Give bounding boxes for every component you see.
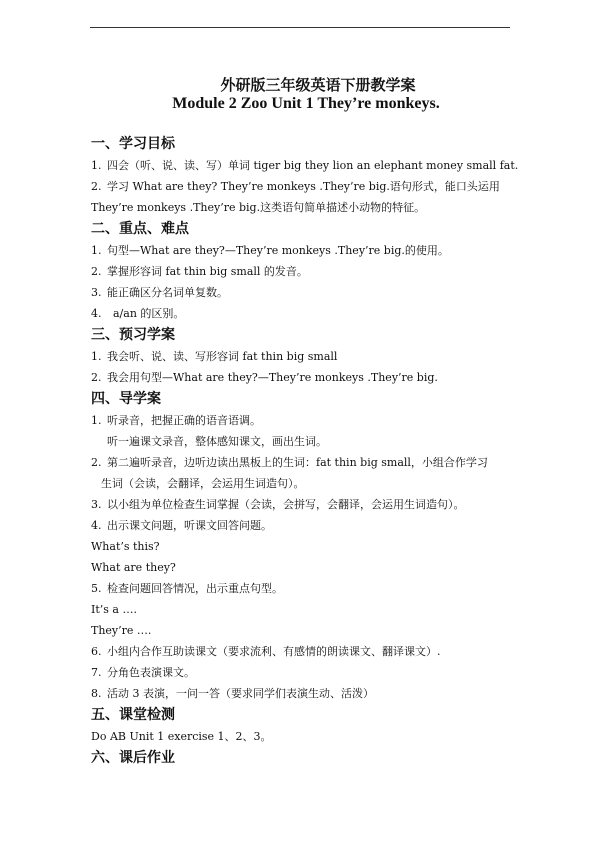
list-item: 3. 以小组为单位检查生词掌握（会读，会拼写，会翻译，会运用生词造句）。	[91, 498, 465, 511]
section-heading: 四、导学案	[91, 391, 161, 407]
list-item-continuation: 听一遍课文录音，整体感知课文，画出生词。	[107, 435, 327, 448]
list-item: 2. 第二遍听录音，边听边读出黑板上的生词：fat thin big small，小组合作学习	[91, 456, 488, 469]
list-item: 2. 学习 What are they? They’re monkeys .They’re big.语句形式，能口头运用	[91, 180, 500, 193]
list-item: 1. 四会（听、说、读、写）单词 tiger big they lion an elephant money small fat.	[91, 159, 519, 172]
header-rule	[90, 27, 510, 28]
list-item: 3. 能正确区分名词单复数。	[91, 286, 228, 299]
list-item-plain: They’re ….	[91, 624, 152, 637]
list-item-plain: What are they?	[91, 561, 176, 574]
document-body	[91, 135, 521, 771]
section-heading: 五、课堂检测	[91, 707, 175, 723]
list-item-continuation: 生词（会读，会翻译，会运用生词造句）。	[101, 477, 305, 490]
list-item: 4. 出示课文问题，听课文回答问题。	[91, 519, 272, 532]
list-item: 1. 我会听、说、读、写形容词 fat thin big small	[91, 350, 338, 363]
list-item: 5. 检查问题回答情况，出示重点句型。	[91, 582, 283, 595]
list-item: 1. 听录音，把握正确的语音语调。	[91, 414, 261, 427]
list-item: 4. a/an 的区别。	[91, 307, 185, 320]
list-item-continuation: They’re monkeys .They’re big.这类语句简单描述小动物的特征。	[91, 201, 426, 214]
list-item-plain: Do AB Unit 1 exercise 1、2、3。	[91, 730, 272, 743]
section-heading: 二、重点、难点	[91, 221, 189, 237]
list-item-plain: It’s a ….	[91, 603, 137, 616]
section-heading: 六、课后作业	[91, 750, 175, 766]
list-item: 6. 小组内合作互助读课文（要求流利、有感情的朗读课文、翻译课文）.	[91, 645, 441, 658]
list-item: 1. 句型—What are they?—They’re monkeys .They’re big.的使用。	[91, 244, 449, 257]
list-item-plain: What’s this?	[91, 540, 160, 553]
section-heading: 一、学习目标	[91, 136, 175, 152]
list-item: 2. 我会用句型—What are they?—They’re monkeys .They’re big.	[91, 371, 438, 384]
list-item: 7. 分角色表演课文。	[91, 666, 195, 679]
section-heading: 三、预习学案	[91, 327, 175, 343]
document-title: 外研版三年级英语下册教学案	[220, 76, 416, 94]
list-item: 2. 掌握形容词 fat thin big small 的发音。	[91, 265, 308, 278]
document-subtitle: Module 2 Zoo Unit 1 They’re monkeys.	[172, 95, 440, 112]
list-item: 8. 活动 3 表演，一问一答（要求同学们表演生动、活泼）	[91, 687, 374, 700]
